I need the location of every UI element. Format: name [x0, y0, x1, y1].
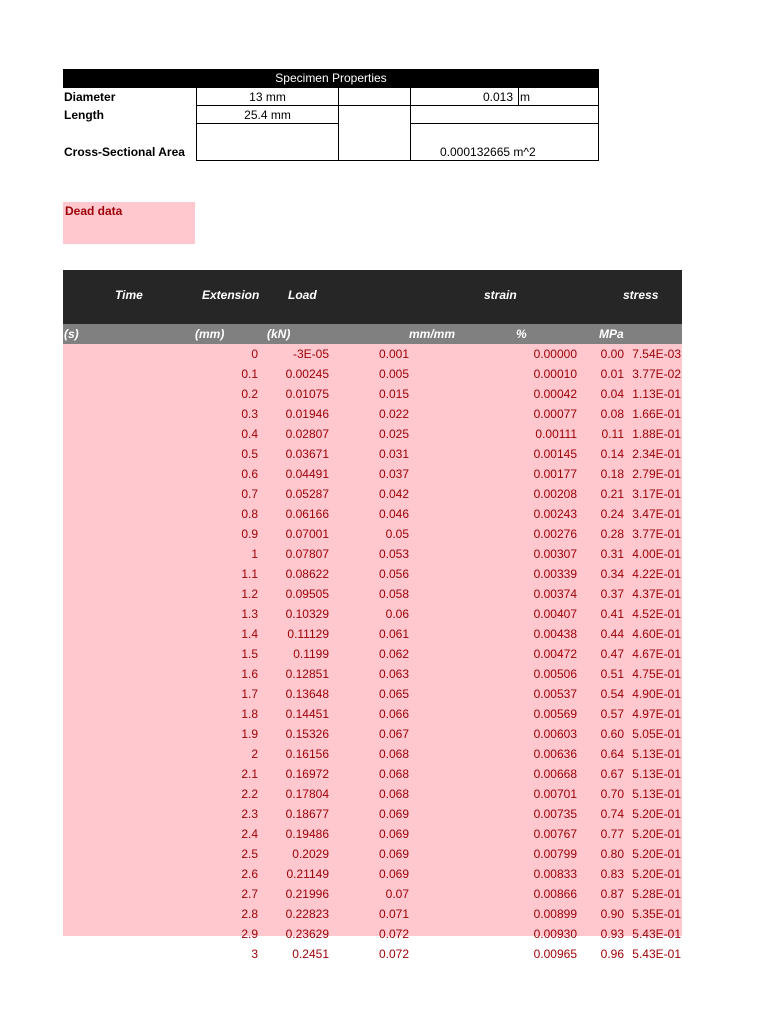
cell-extension[interactable]: 0.16156 [285, 747, 329, 761]
table-row [63, 344, 682, 364]
cell-extension[interactable]: 0.22823 [285, 907, 329, 921]
cell-time[interactable]: 0.6 [241, 467, 258, 481]
cell-stress[interactable]: 4.75E-01 [632, 667, 681, 681]
cell-time[interactable]: 1.7 [241, 687, 258, 701]
cell-strain[interactable]: 0.00603 [533, 727, 577, 741]
cell-strain-percent[interactable]: 0.34 [600, 567, 624, 581]
cell-stress[interactable]: 1.66E-01 [632, 407, 681, 421]
cell-strain[interactable]: 0.00339 [533, 567, 577, 581]
unit-strain[interactable]: mm/mm [409, 327, 456, 341]
table-row [63, 844, 682, 864]
cell-strain-percent[interactable]: 0.87 [600, 887, 624, 901]
diameter-row [63, 88, 599, 106]
data-rows [63, 344, 682, 961]
cell-strain[interactable]: 0.00866 [533, 887, 577, 901]
cell-load[interactable]: 0.015 [378, 387, 409, 401]
cell-strain-percent[interactable]: 0.37 [600, 587, 624, 601]
cell-extension[interactable]: 0.1199 [293, 647, 329, 661]
table-row [63, 684, 682, 704]
cell-strain-percent[interactable]: 0.31 [600, 547, 624, 561]
cell-strain[interactable]: 0.00208 [533, 487, 577, 501]
cell-extension[interactable]: 0.00245 [285, 367, 329, 381]
table-row [63, 804, 682, 824]
cell-strain[interactable]: 0.00111 [535, 427, 577, 441]
cell-strain[interactable]: 0.00177 [533, 467, 577, 481]
cell-stress[interactable]: 5.05E-01 [632, 727, 681, 741]
cell-strain-percent[interactable]: 0.64 [600, 747, 624, 761]
cell-extension[interactable]: 0.06166 [285, 507, 329, 521]
table-row [63, 724, 682, 744]
cell-strain-percent[interactable]: 0.57 [600, 707, 624, 721]
cell-strain-percent[interactable]: 0.96 [600, 947, 624, 961]
cell-stress[interactable]: 3.47E-01 [632, 507, 681, 521]
unit-load[interactable]: (kN) [267, 327, 291, 341]
specimen-properties-title: Specimen Properties [63, 69, 599, 88]
cell-time[interactable]: 2.7 [241, 887, 258, 901]
cell-load[interactable]: 0.067 [378, 727, 409, 741]
cell-strain-percent[interactable]: 0.11 [601, 427, 624, 441]
cell-extension[interactable]: 0.05287 [285, 487, 329, 501]
cell-time[interactable]: 2.4 [241, 827, 258, 841]
cell-load[interactable]: 0.062 [378, 647, 409, 661]
table-row [63, 864, 682, 884]
cell-stress[interactable]: 3.17E-01 [632, 487, 681, 501]
cell-stress[interactable]: 7.54E-03 [632, 347, 681, 361]
header-time[interactable]: Time [115, 288, 143, 302]
cell-load[interactable]: 0.058 [378, 587, 409, 601]
cell-time[interactable]: 0.1 [241, 367, 258, 381]
cell-strain[interactable]: 0.00145 [533, 447, 577, 461]
cell-strain-percent[interactable]: 0.67 [600, 767, 624, 781]
cell-load[interactable]: 0.022 [378, 407, 409, 421]
cell-stress[interactable]: 4.97E-01 [632, 707, 681, 721]
unit-strain-percent[interactable]: % [516, 327, 527, 341]
cell-extension[interactable]: 0.18677 [285, 807, 329, 821]
cell-time[interactable]: 2.2 [241, 787, 258, 801]
cell-load[interactable]: 0.068 [378, 747, 409, 761]
cell-time[interactable]: 0 [251, 347, 258, 361]
unit-extension[interactable]: (mm) [195, 327, 225, 341]
table-row [63, 644, 682, 664]
cell-load[interactable]: 0.001 [378, 347, 409, 361]
cell-strain[interactable]: 0.00077 [533, 407, 577, 421]
cell-stress[interactable]: 3.77E-02 [632, 367, 681, 381]
cell-strain[interactable]: 0.00930 [533, 927, 577, 941]
cell-strain-percent[interactable]: 0.80 [600, 847, 624, 861]
cell-load[interactable]: 0.063 [378, 667, 409, 681]
table-row [63, 784, 682, 804]
cell-strain-percent[interactable]: 0.90 [600, 907, 624, 921]
cell-load[interactable]: 0.068 [378, 787, 409, 801]
cell-load[interactable]: 0.056 [378, 567, 409, 581]
cell-stress[interactable]: 5.43E-01 [632, 927, 681, 941]
diameter-si-unit: m [520, 90, 530, 104]
cell-extension[interactable]: 0.17804 [285, 787, 329, 801]
cell-extension[interactable]: 0.2451 [292, 947, 329, 961]
cell-strain[interactable]: 0.00042 [533, 387, 577, 401]
cell-strain-percent[interactable]: 0.74 [600, 807, 624, 821]
length-label[interactable]: Length [64, 108, 104, 122]
table-header [63, 270, 682, 324]
cell-stress[interactable]: 5.20E-01 [632, 847, 681, 861]
cell-strain-percent[interactable]: 0.77 [600, 827, 624, 841]
cell-extension[interactable]: 0.07807 [285, 547, 329, 561]
table-row [63, 484, 682, 504]
cell-time[interactable]: 0.7 [241, 487, 258, 501]
cell-load[interactable]: 0.053 [378, 547, 409, 561]
cell-strain[interactable]: 0.00965 [533, 947, 577, 961]
cell-extension[interactable]: 0.14451 [285, 707, 329, 721]
cell-stress[interactable]: 4.60E-01 [632, 627, 681, 641]
table-row [63, 924, 682, 944]
table-row [63, 384, 682, 404]
area-label[interactable]: Cross-Sectional Area [64, 145, 185, 159]
length-spacer-cell[interactable] [338, 106, 411, 124]
cell-load[interactable]: 0.005 [378, 367, 409, 381]
cell-stress[interactable]: 4.22E-01 [632, 567, 681, 581]
cell-extension[interactable]: 0.11129 [287, 627, 329, 641]
cell-stress[interactable]: 2.34E-01 [632, 447, 681, 461]
cell-time[interactable]: 0.2 [241, 387, 258, 401]
cell-stress[interactable]: 1.13E-01 [632, 387, 681, 401]
cell-time[interactable]: 0.8 [241, 507, 258, 521]
cell-time[interactable]: 2 [251, 747, 258, 761]
cell-time[interactable]: 0.3 [241, 407, 258, 421]
cell-time[interactable]: 1.6 [241, 667, 258, 681]
cell-stress[interactable]: 4.00E-01 [632, 547, 681, 561]
table-row [63, 504, 682, 524]
cell-time[interactable]: 1.5 [241, 647, 258, 661]
dead-data-legend[interactable]: Dead data [63, 202, 195, 244]
cell-strain[interactable]: 0.00506 [533, 667, 577, 681]
cell-load[interactable]: 0.072 [378, 927, 409, 941]
cell-time[interactable]: 2.6 [241, 867, 258, 881]
cell-strain[interactable]: 0.00010 [533, 367, 577, 381]
cell-stress[interactable]: 4.37E-01 [632, 587, 681, 601]
cell-strain[interactable]: 0.00899 [533, 907, 577, 921]
cell-extension[interactable]: 0.2029 [292, 847, 329, 861]
cell-load[interactable]: 0.071 [378, 907, 409, 921]
cell-strain-percent[interactable]: 0.44 [600, 627, 624, 641]
cell-time[interactable]: 1.9 [241, 727, 258, 741]
cell-strain[interactable]: 0.00569 [533, 707, 577, 721]
cell-load[interactable]: 0.069 [378, 867, 409, 881]
cell-load[interactable]: 0.05 [385, 527, 409, 541]
table-row [63, 664, 682, 684]
table-row [63, 744, 682, 764]
area-value: 0.000132665 m^2 [440, 145, 536, 159]
table-row [63, 444, 682, 464]
cell-extension[interactable]: 0.04491 [285, 467, 329, 481]
cell-stress[interactable]: 5.13E-01 [632, 787, 681, 801]
table-units-row [63, 324, 682, 344]
table-row [63, 424, 682, 444]
cell-load[interactable]: 0.069 [378, 847, 409, 861]
diameter-spacer-cell[interactable] [338, 88, 411, 106]
cell-stress[interactable]: 3.77E-01 [632, 527, 681, 541]
table-row [63, 364, 682, 384]
cell-extension[interactable]: 0.01075 [285, 387, 329, 401]
cell-load[interactable]: 0.025 [378, 427, 409, 441]
cell-stress[interactable]: 5.13E-01 [632, 767, 681, 781]
length-value-cell[interactable]: 25.4 mm [196, 106, 339, 124]
cell-strain[interactable]: 0.00636 [533, 747, 577, 761]
cell-strain[interactable]: 0.00276 [533, 527, 577, 541]
cell-time[interactable]: 1.4 [241, 627, 258, 641]
header-stress[interactable]: stress [623, 288, 659, 302]
cell-strain-percent[interactable]: 0.60 [600, 727, 624, 741]
cell-extension[interactable]: 0.03671 [285, 447, 329, 461]
cell-time[interactable]: 1.2 [241, 587, 258, 601]
cell-extension[interactable]: 0.21996 [285, 887, 329, 901]
cell-load[interactable]: 0.037 [378, 467, 409, 481]
cell-extension[interactable]: 0.12851 [285, 667, 329, 681]
diameter-si-cell[interactable] [410, 88, 599, 106]
cell-time[interactable]: 2.9 [241, 927, 258, 941]
cell-load[interactable]: 0.066 [378, 707, 409, 721]
cell-stress[interactable]: 4.52E-01 [632, 607, 681, 621]
length-si-cell[interactable] [410, 106, 599, 124]
cell-time[interactable]: 0.9 [241, 527, 258, 541]
cell-extension[interactable]: 0.13648 [285, 687, 329, 701]
cell-strain[interactable]: 0.00668 [533, 767, 577, 781]
table-row [63, 464, 682, 484]
cell-strain[interactable]: 0.00000 [533, 347, 577, 361]
cell-time[interactable]: 1.8 [241, 707, 258, 721]
cell-time[interactable]: 2.5 [241, 847, 258, 861]
diameter-si-value: 0.013 [483, 90, 514, 104]
cell-strain-percent[interactable]: 0.18 [600, 467, 624, 481]
cell-extension[interactable]: 0.15326 [285, 727, 329, 741]
table-row [63, 824, 682, 844]
cell-load[interactable]: 0.07 [385, 887, 409, 901]
cell-extension[interactable]: 0.21149 [286, 867, 329, 881]
cell-time[interactable]: 2.1 [241, 767, 258, 781]
cell-extension[interactable]: 0.10329 [285, 607, 329, 621]
table-row [63, 404, 682, 424]
cell-load[interactable]: 0.046 [378, 507, 409, 521]
cell-load[interactable]: 0.069 [378, 807, 409, 821]
cell-time[interactable]: 0.4 [241, 427, 258, 441]
cell-strain-percent[interactable]: 0.41 [600, 607, 624, 621]
cell-strain-percent[interactable]: 0.47 [600, 647, 624, 661]
cell-stress[interactable]: 4.67E-01 [632, 647, 681, 661]
cell-strain[interactable]: 0.00799 [533, 847, 577, 861]
table-row [63, 764, 682, 784]
header-extension[interactable]: Extension [202, 288, 260, 302]
cell-strain[interactable]: 0.00243 [533, 507, 577, 521]
cell-stress[interactable]: 4.90E-01 [632, 687, 681, 701]
cell-extension[interactable]: 0.01946 [285, 407, 329, 421]
cell-stress[interactable]: 5.20E-01 [632, 827, 681, 841]
cell-strain-percent[interactable]: 0.93 [600, 927, 624, 941]
specimen-properties [63, 69, 599, 161]
cell-strain-percent[interactable]: 0.54 [600, 687, 624, 701]
cell-extension[interactable]: 0.02807 [285, 427, 329, 441]
cell-stress[interactable]: 5.28E-01 [632, 887, 681, 901]
cell-load[interactable]: 0.06 [385, 607, 409, 621]
table-row [63, 944, 682, 964]
unit-time[interactable]: (s) [64, 327, 79, 341]
cell-strain[interactable]: 0.00307 [533, 547, 577, 561]
diameter-value-cell[interactable]: 13 mm [196, 88, 339, 106]
cell-load[interactable]: 0.031 [378, 447, 409, 461]
cell-strain[interactable]: 0.00407 [533, 607, 577, 621]
cell-load[interactable]: 0.072 [378, 947, 409, 961]
cell-time[interactable]: 2.3 [241, 807, 258, 821]
unit-stress[interactable]: MPa [599, 327, 624, 341]
area-spacer-cell[interactable] [338, 124, 411, 161]
cell-strain-percent[interactable]: 0.00 [600, 347, 624, 361]
cell-extension[interactable]: 0.23629 [285, 927, 329, 941]
cell-strain[interactable]: 0.00833 [533, 867, 577, 881]
cell-time[interactable]: 1.1 [241, 567, 258, 581]
cell-strain-percent[interactable]: 0.28 [600, 527, 624, 541]
cell-stress[interactable]: 5.20E-01 [632, 867, 681, 881]
cell-strain-percent[interactable]: 0.04 [600, 387, 624, 401]
cell-load[interactable]: 0.068 [378, 767, 409, 781]
cell-strain[interactable]: 0.00438 [533, 627, 577, 641]
cell-strain-percent[interactable]: 0.24 [600, 507, 624, 521]
cell-strain[interactable]: 0.00735 [533, 807, 577, 821]
cell-strain-percent[interactable]: 0.14 [600, 447, 624, 461]
cell-extension[interactable]: 0.16972 [285, 767, 329, 781]
cell-time[interactable]: 2.8 [241, 907, 258, 921]
table-row [63, 564, 682, 584]
table-row [63, 604, 682, 624]
cell-load[interactable]: 0.065 [378, 687, 409, 701]
table-row [63, 904, 682, 924]
cell-time[interactable]: 1.3 [241, 607, 258, 621]
length-row [63, 106, 599, 124]
cell-time[interactable]: 3 [251, 947, 258, 961]
table-row [63, 544, 682, 564]
cell-time[interactable]: 0.5 [241, 447, 258, 461]
cell-stress[interactable]: 5.13E-01 [632, 747, 681, 761]
cell-strain-percent[interactable]: 0.08 [600, 407, 624, 421]
cell-extension[interactable]: 0.07001 [285, 527, 329, 541]
cell-strain-percent[interactable]: 0.70 [600, 787, 624, 801]
area-si-cell[interactable] [410, 124, 599, 161]
cell-stress[interactable]: 1.88E-01 [632, 427, 681, 441]
cell-load[interactable]: 0.061 [378, 627, 409, 641]
table-row [63, 884, 682, 904]
table-row [63, 524, 682, 544]
cell-stress[interactable]: 5.35E-01 [632, 907, 681, 921]
cell-strain-percent[interactable]: 0.01 [600, 367, 624, 381]
cell-strain-percent[interactable]: 0.51 [600, 667, 624, 681]
header-load[interactable]: Load [288, 288, 317, 302]
table-row [63, 584, 682, 604]
cell-strain[interactable]: 0.00472 [533, 647, 577, 661]
cell-stress[interactable]: 5.43E-01 [632, 947, 681, 961]
diameter-label[interactable]: Diameter [64, 90, 116, 104]
cell-load[interactable]: 0.069 [378, 827, 409, 841]
cell-strain[interactable]: 0.00374 [533, 587, 577, 601]
cell-time[interactable]: 1 [251, 547, 258, 561]
cell-extension[interactable]: 0.08622 [285, 567, 329, 581]
cell-stress[interactable]: 2.79E-01 [632, 467, 681, 481]
cell-extension[interactable]: 0.09505 [285, 587, 329, 601]
table-row [63, 704, 682, 724]
cell-stress[interactable]: 5.20E-01 [632, 807, 681, 821]
cell-extension[interactable]: -3E-05 [292, 347, 329, 361]
header-strain[interactable]: strain [484, 288, 517, 302]
cell-strain[interactable]: 0.00537 [533, 687, 577, 701]
area-row [63, 124, 599, 161]
cell-extension[interactable]: 0.19486 [285, 827, 329, 841]
cell-strain-percent[interactable]: 0.21 [600, 487, 624, 501]
cell-strain[interactable]: 0.00701 [533, 787, 577, 801]
cell-load[interactable]: 0.042 [378, 487, 409, 501]
cell-strain[interactable]: 0.00767 [533, 827, 577, 841]
cell-strain-percent[interactable]: 0.83 [600, 867, 624, 881]
table-row [63, 624, 682, 644]
area-value-cell[interactable] [196, 124, 339, 161]
